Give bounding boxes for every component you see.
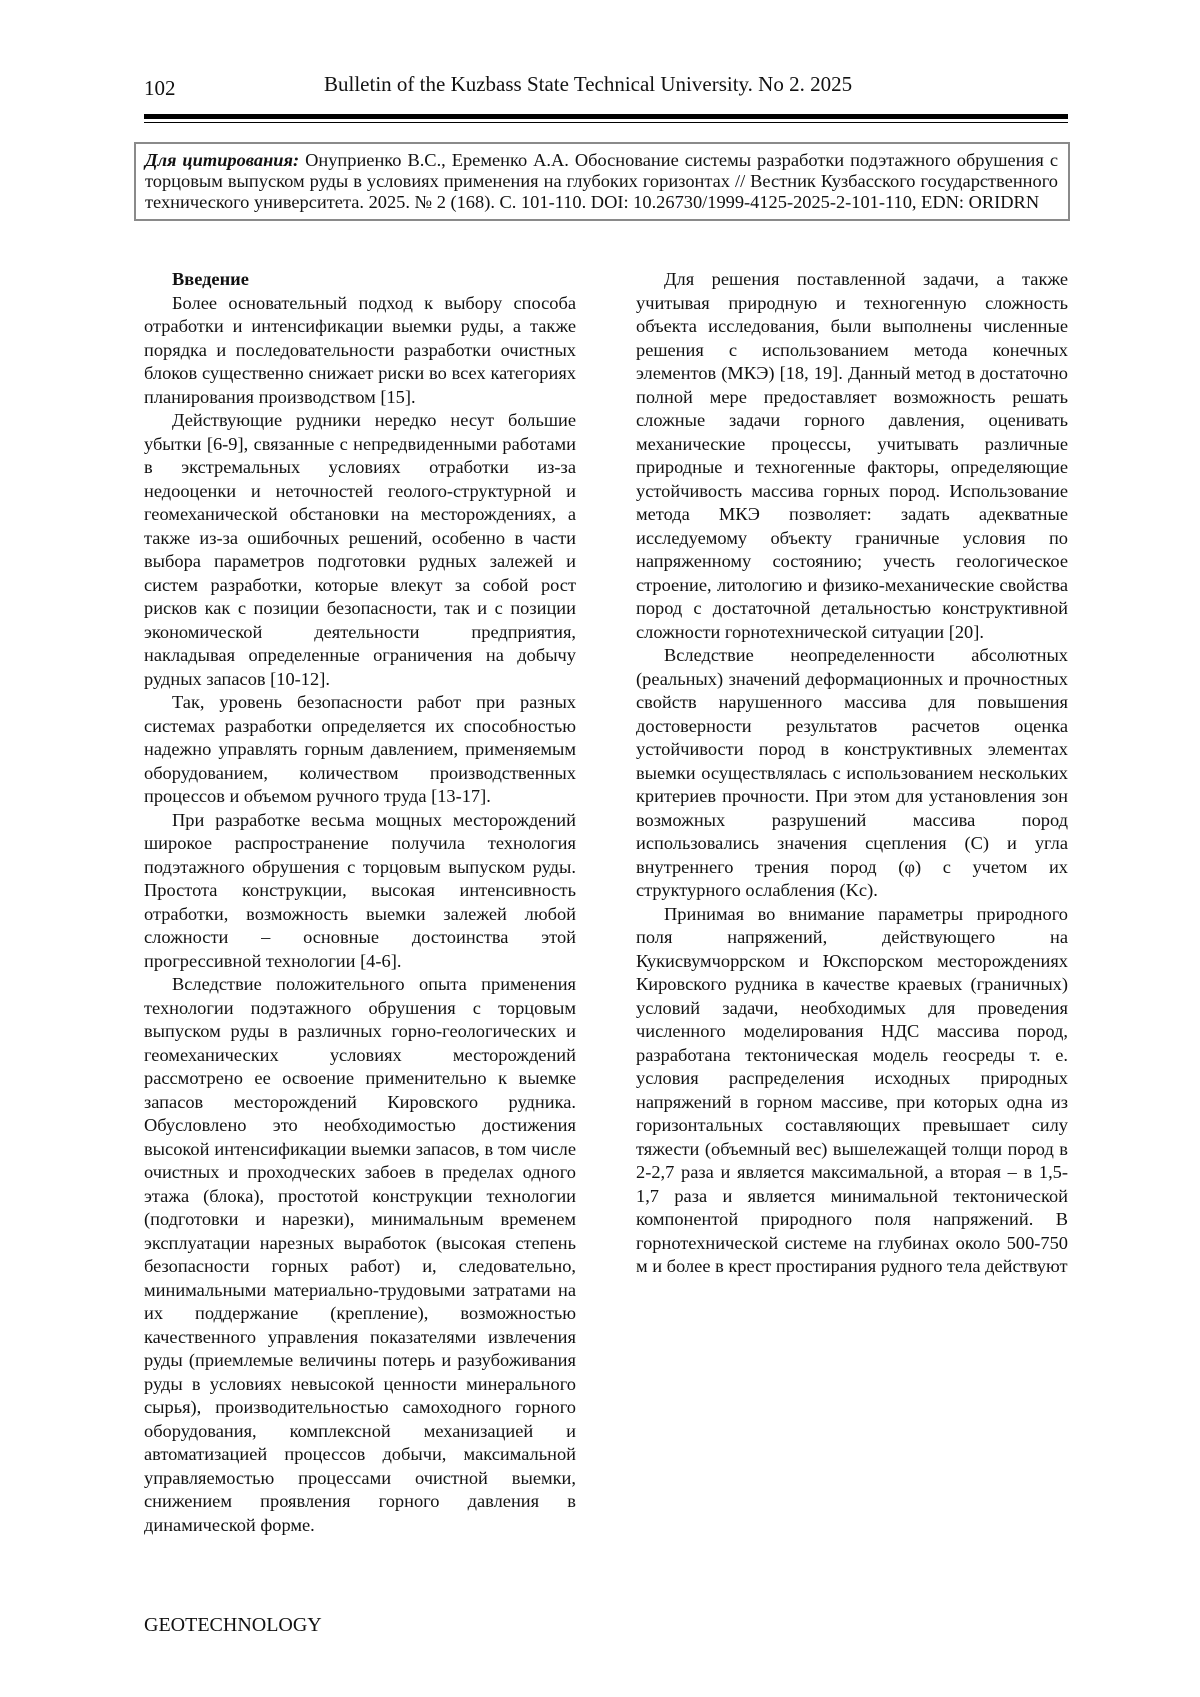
citation-label: Для цитирования:	[145, 150, 300, 170]
page-number: 102	[144, 76, 176, 100]
body-paragraph: Принимая во внимание параметры природного поля напряжений, действующего на Кукисвумчоррском и Юкспорском месторождениях Кировского рудника в качестве краевых (граничных) условий задачи, необходимых для проведения численного моделирования НДС массива пород, разработана тектоническая модель геосреды т. е. условия распределения исходных природных напряжений в горном массиве, при которых одна из горизонтальных составляющих превышает силу тяжести (объемный вес) вышележащей толщи пород в 2-2,7 раза и является максимальной, а вторая – в 1,5-1,7 раза и является минимальной тектонической компонентой природного поля напряжений. В горнотехнической системе на глубинах около 500-750 м и более в крест простирания рудного тела действуют	[636, 903, 1068, 1276]
article-body	[144, 268, 1068, 1576]
journal-title: Bulletin of the Kuzbass State Technical University. No 2. 2025	[324, 72, 853, 96]
footer-section-label: GEOTECHNOLOGY	[144, 1614, 322, 1636]
section-heading: Введение	[172, 269, 249, 289]
header-rule-thick	[144, 114, 1068, 119]
body-paragraph: При разработке весьма мощных месторождений широкое распространение получила технология подэтажного обрушения с торцовым выпуском руды. Простота конструкции, высокая интенсивность отработки, возможность выемки залежей любой сложности – основные достоинства этой прогрессивной технологии [4-6].	[144, 809, 576, 971]
body-paragraph: Действующие рудники нередко несут большие убытки [6-9], связанные с непредвиденными работами в экстремальных условиях отработки из-за недооценки и неточностей геолого-структурной и геомеханической обстановки на месторождениях, а также из-за ошибочных решений, особенно в части выбора параметров подготовки рудных залежей и систем разработки, которые влекут за собой рост рисков как с позиции безопасности, так и с позиции экономической деятельности предприятия, накладывая определенные ограничения на добычу рудных запасов [10-12].	[144, 410, 576, 689]
citation-text: Онуприенко В.С., Еременко А.А. Обоснование системы разработки подэтажного обрушения с торцовым выпуском руды в условиях применения на глубоких горизонтах // Вестник Кузбасского государственного технического университета. 2025. № 2 (168). С. 101-110. DOI: 10.26730/1999-4125-2025-2-101-110, EDN: ORIDRN	[145, 150, 1058, 212]
body-paragraph: Вследствие неопределенности абсолютных (реальных) значений деформационных и прочностных свойств нарушенного массива для повышения достоверности результатов расчетов оценка устойчивости пород в конструктивных элементах выемки осуществлялась с использованием нескольких критериев прочности. При этом для установления зон возможных разрушений массива пород использовались значения сцепления (С) и угла внутреннего трения пород (φ) с учетом их структурного ослабления (Kс).	[636, 645, 1068, 900]
page-header	[144, 72, 1068, 112]
body-paragraph: Так, уровень безопасности работ при разных системах разработки определяется их способностью надежно управлять горным давлением, применяемым оборудованием, количеством производственных процессов и объемом ручного труда [13-17].	[144, 692, 576, 806]
citation-box	[134, 142, 1070, 221]
body-paragraph: Более основательный подход к выбору способа отработки и интенсификации выемки руды, а также порядка и последовательности разработки очистных блоков существенно снижает риски во всех категориях планирования производством [15].	[144, 292, 576, 407]
body-paragraph: Вследствие положительного опыта применения технологии подэтажного обрушения с торцовым выпуском руды в различных горно-геологических и геомеханических условиях месторождений рассмотрено ее освоение применительно к выемке запасов месторождений Кировского рудника. Обусловлено это необходимостью достижения высокой интенсификации выемки запасов, в том числе очистных и проходческих забоев в пределах одного этажа (блока), простотой конструкции технологии (подготовки и нарезки), минимальным временем эксплуатации нарезных выработок (высокая степень безопасности горных работ) и, следовательно, минимальными материально-трудовыми затратами на их поддержание (крепление), возможностью качественного управления показателями извлечения руды (приемлемые величины потерь и разубоживания руды в условиях невысокой ценности минерального сырья), производительностью самоходного горного оборудования, комплексной механизацией и автоматизацией процессов добычи, максимальной управляемостью процессами очистной выемки, снижением проявления горного давления в динамической форме.	[144, 974, 576, 1535]
header-rule-thin	[144, 122, 1068, 123]
body-paragraph: Для решения поставленной задачи, а также учитывая природную и техногенную сложность объекта исследования, были выполнены численные решения с использованием метода конечных элементов (МКЭ) [18, 19]. Данный метод в достаточно полной мере предоставляет возможность решать сложные задачи горного давления, оценивать механические процессы, учитывать различные природные и техногенные факторы, определяющие устойчивость массива горных пород. Использование метода МКЭ позволяет: задать адекватные исследуемому объекту граничные условия по напряженному состоянию; учесть геологическое строение, литологию и физико-механические свойства пород с достаточной детальностью конструктивной сложности горнотехнической ситуации [20].	[636, 269, 1068, 642]
